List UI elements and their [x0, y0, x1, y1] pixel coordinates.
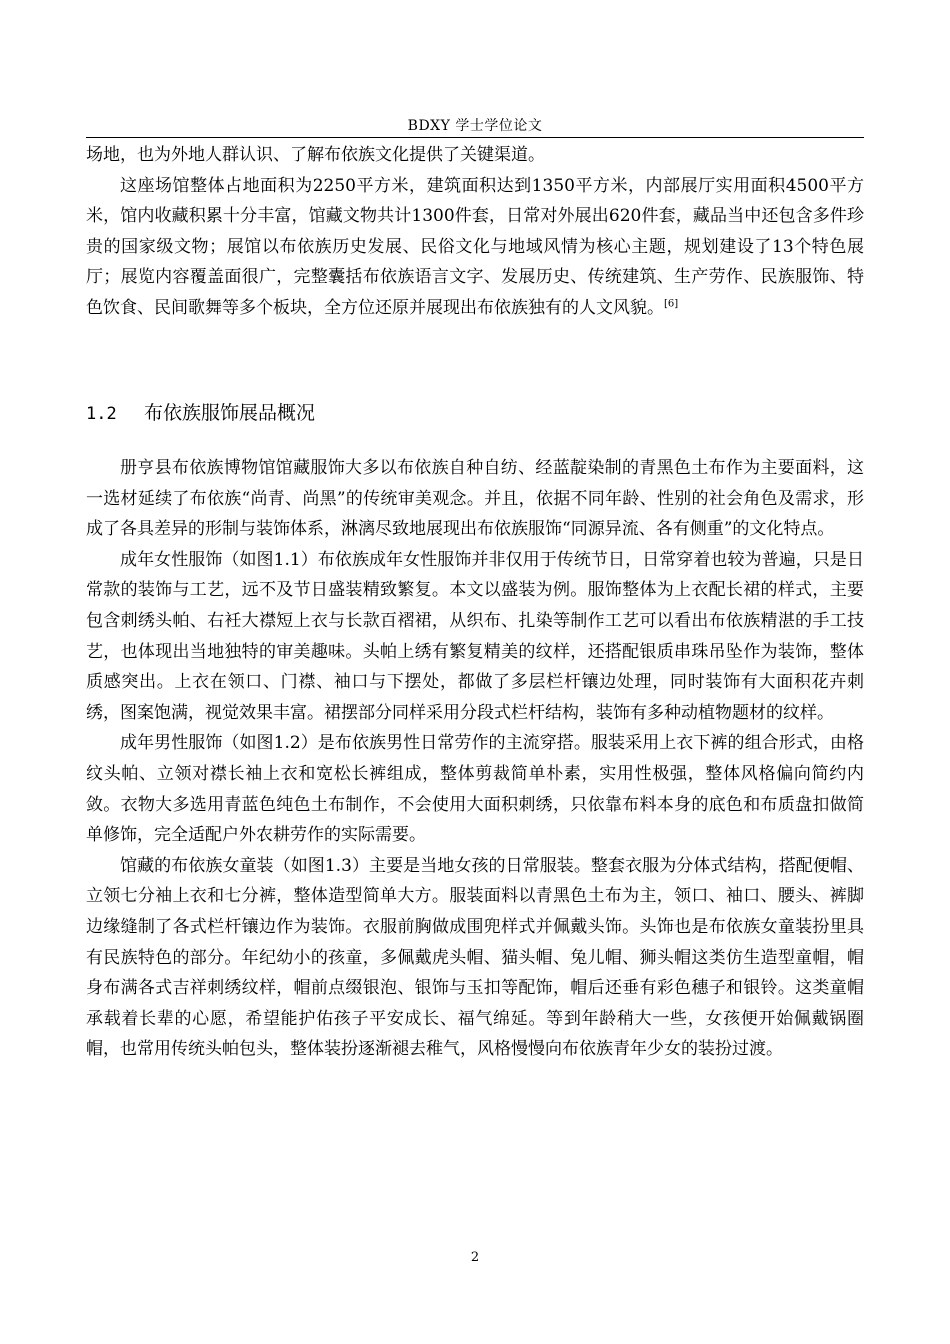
paragraph: [86, 171, 864, 324]
section-heading: [86, 400, 315, 427]
paragraph: 册亨县布依族博物馆馆藏服饰大多以布依族自种自纺、经蓝靛染制的青黑色土布作为主要面料，这一选材延续了布依族“尚青、尚黑”的传统审美观念。并且，依据不同年龄、性别的社会角色及需求，形成了各具差异的形制与装饰体系，淋漓尽致地展现出布依族服饰“同源异流、各有侧重”的文化特点。: [86, 458, 864, 540]
running-header: BDXY 学士学位论文: [407, 118, 543, 134]
section-title: 布依族服饰展品概况: [144, 402, 316, 424]
paragraph: 成年男性服饰（如图1.2）是布依族男性日常劳作的主流穿搭。服装采用上衣下裤的组合形式，由格纹头帕、立领对襟长袖上衣和宽松长裤组成，整体剪裁简单朴素，实用性极强，整体风格偏向简约内敛。衣物大多选用青蓝色纯色土布制作，不会使用大面积刺绣，只依靠布料本身的底色和布质盘扣做简单修饰，完全适配户外农耕劳作的实际需要。: [86, 733, 864, 846]
page-number: 2: [470, 1250, 480, 1265]
header-rule: [86, 137, 864, 138]
body-text-top: [86, 140, 864, 324]
paragraph: 馆藏的布依族女童装（如图1.3）主要是当地女孩的日常服装。整套衣服为分体式结构，搭配便帽、立领七分袖上衣和七分裤，整体造型简单大方。服装面料以青黑色土布为主，领口、袖口、腰头、裤脚边缘缝制了各式栏杆镶边作为装饰。衣服前胸做成围兜样式并佩戴头饰。头饰也是布依族女童装扮里具有民族特色的部分。年纪幼小的孩童，多佩戴虎头帽、猫头帽、兔儿帽、狮头帽这类仿生造型童帽，帽身布满各式吉祥刺绣纹样，帽前点缀银泡、银饰与玉扣等配饰，帽后还垂有彩色穗子和银铃。这类童帽承载着长辈的心愿，希望能护佑孩子平安成长、福气绵延。等到年龄稍大一些，女孩便开始佩戴锅圈帽，也常用传统头帕包头，整体装扮逐渐褪去稚气，风格慢慢向布依族青年少女的装扮过渡。: [86, 855, 864, 1060]
body-text-section: [86, 453, 864, 1065]
section-number: 1.2: [86, 404, 117, 424]
citation-ref: [6]: [664, 298, 679, 310]
paragraph: 成年女性服饰（如图1.1）布依族成年女性服饰并非仅用于传统节日，日常穿着也较为普遍，只是日常款的装饰与工艺，远不及节日盛装精致繁复。本文以盛装为例。服饰整体为上衣配长裙的样式，主要包含刺绣头帕、右衽大襟短上衣与长款百褶裙，从织布、扎染等制作工艺可以看出布依族精湛的手工技艺，也体现出当地独特的审美趣味。头帕上绣有繁复精美的纹样，还搭配银质串珠吊坠作为装饰，整体质感突出。上衣在领口、门襟、袖口与下摆处，都做了多层栏杆镶边处理，同时装饰有大面积花卉刺绣，图案饱满，视觉效果丰富。裙摆部分同样采用分段式栏杆结构，装饰有多种动植物题材的纹样。: [86, 549, 864, 723]
paragraph-continuation: 场地，也为外地人群认识、了解布依族文化提供了关键渠道。: [86, 145, 545, 165]
paragraph-text: 这座场馆整体占地面积为2250平方米，建筑面积达到1350平方米，内部展厅实用面积4500平方米，馆内收藏积累十分丰富，馆藏文物共计1300件套，日常对外展出620件套，藏品当中还包含多件珍贵的国家级文物；展馆以布依族历史发展、民俗文化与地域风情为核心主题，规划建设了13个特色展厅；展览内容覆盖面很广，完整囊括布依族语言文字、发展历史、传统建筑、生产劳作、民族服饰、特色饮食、民间歌舞等多个板块，全方位还原并展现出布依族独有的人文风貌。: [86, 175, 864, 318]
